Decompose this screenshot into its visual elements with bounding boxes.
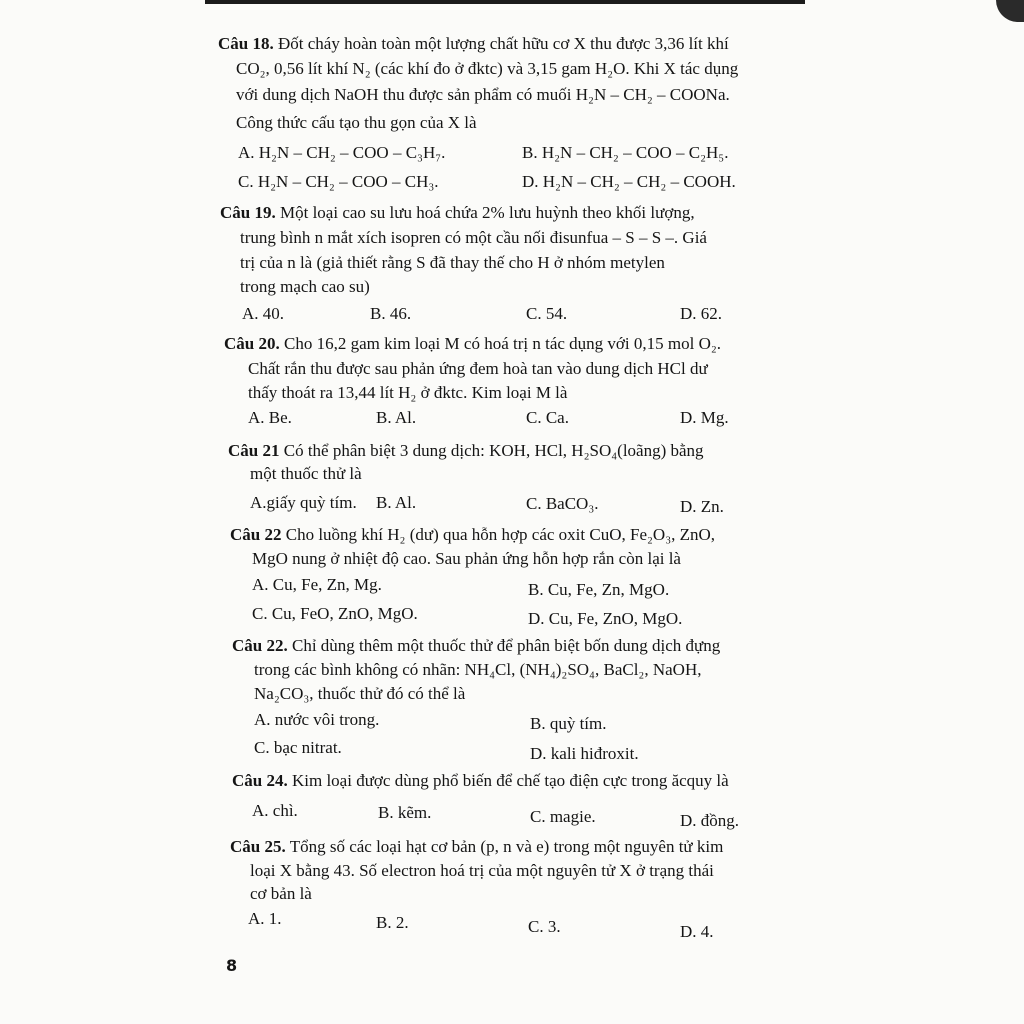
question-21-option-a: A.giấy quỳ tím. [250, 493, 357, 512]
question-25-line-3: cơ bản là [250, 884, 312, 903]
question-23-line-1: Câu 22. Chỉ dùng thêm một thuốc thử để phân biệt bốn dung dịch đựng [232, 636, 721, 655]
question-19-line-3: trị của n là (giả thiết rằng S đã thay thế cho H ở nhóm metylen [240, 253, 665, 272]
question-25-line-2: loại X bằng 43. Số electron hoá trị của một nguyên tử X ở trạng thái [250, 861, 714, 880]
question-18-line-2: CO₂, 0,56 lít khí N₂ (các khí đo ở đktc) và 3,15 gam H₂O. Khi X tác dụng [236, 59, 739, 78]
question-18-option-d: D. H₂N – CH₂ – CH₂ – COOH. [522, 172, 736, 191]
page-number: 8 [226, 956, 238, 975]
question-25-option-a: A. 1. [248, 909, 282, 928]
question-23-line-3: Na₂CO₃, thuốc thử đó có thể là [254, 684, 466, 703]
question-23-line-2: trong các bình không có nhãn: NH₄Cl, (NH₄)₂SO₄, BaCl₂, NaOH, [254, 660, 702, 679]
question-22-line-2: MgO nung ở nhiệt độ cao. Sau phản ứng hỗn hợp rắn còn lại là [252, 549, 681, 568]
question-24-line-1: Câu 24. Kim loại được dùng phổ biến để chế tạo điện cực trong ăcquy là [232, 771, 729, 790]
question-24-option-a: A. chì. [252, 801, 298, 820]
question-18-option-a: A. H₂N – CH₂ – COO – C₃H₇. [238, 143, 446, 162]
question-22-option-b: B. Cu, Fe, Zn, MgO. [528, 580, 670, 599]
question-19-line-4: trong mạch cao su) [240, 277, 370, 296]
question-20-option-b: B. Al. [376, 408, 417, 427]
question-18-line-4: Công thức cấu tạo thu gọn của X là [236, 113, 477, 132]
question-20-line-1: Câu 20. Cho 16,2 gam kim loại M có hoá trị n tác dụng với 0,15 mol O₂. [224, 334, 722, 353]
question-21-line-2: một thuốc thử là [250, 464, 362, 483]
question-20-option-a: A. Be. [248, 408, 292, 427]
question-18-option-b: B. H₂N – CH₂ – COO – C₂H₅. [522, 143, 729, 162]
question-24-option-d: D. đồng. [680, 811, 740, 830]
question-20-option-d: D. Mg. [680, 408, 729, 427]
question-21-option-c: C. BaCO₃. [526, 494, 599, 513]
question-25-option-b: B. 2. [376, 913, 409, 932]
question-19-line-1: Câu 19. Một loại cao su lưu hoá chứa 2% lưu huỳnh theo khối lượng, [220, 203, 695, 222]
question-24-option-c: C. magie. [530, 807, 596, 826]
question-24-option-b: B. kẽm. [378, 803, 432, 822]
question-18-line-3: với dung dịch NaOH thu được sản phẩm có muối H₂N – CH₂ – COONa. [236, 85, 730, 104]
question-22-option-c: C. Cu, FeO, ZnO, MgO. [252, 604, 418, 623]
question-25-option-d: D. 4. [680, 922, 714, 941]
question-19-option-b: B. 46. [370, 304, 412, 323]
question-21-option-b: B. Al. [376, 493, 417, 512]
question-23-option-b: B. quỳ tím. [530, 714, 607, 733]
question-25-option-c: C. 3. [528, 917, 561, 936]
question-20-option-c: C. Ca. [526, 408, 569, 427]
question-23-option-a: A. nước vôi trong. [254, 710, 380, 729]
question-23-option-c: C. bạc nitrat. [254, 738, 342, 757]
question-20-line-3: thấy thoát ra 13,44 lít H₂ ở đktc. Kim loại M là [248, 383, 568, 402]
question-19-option-a: A. 40. [242, 304, 285, 323]
page-top-edge [205, 0, 805, 4]
question-21-option-d: D. Zn. [680, 497, 724, 516]
question-22-line-1: Câu 22 Cho luồng khí H₂ (dư) qua hỗn hợp các oxit CuO, Fe₂O₃, ZnO, [230, 525, 716, 544]
question-21-line-1: Câu 21 Có thể phân biệt 3 dung dịch: KOH, HCl, H₂SO₄(loãng) bằng [228, 441, 704, 460]
question-19-line-2: trung bình n mắt xích isopren có một cầu nối đisunfua – S – S –. Giá [240, 228, 707, 247]
question-22-option-a: A. Cu, Fe, Zn, Mg. [252, 575, 382, 594]
question-18-line-1: Câu 18. Đốt cháy hoàn toàn một lượng chất hữu cơ X thu được 3,36 lít khí [218, 34, 729, 53]
page-corner-curl [996, 0, 1024, 22]
question-18-option-c: C. H₂N – CH₂ – COO – CH₃. [238, 172, 439, 191]
question-19-option-c: C. 54. [526, 304, 568, 323]
question-25-line-1: Câu 25. Tổng số các loại hạt cơ bản (p, n và e) trong một nguyên tử kim [230, 837, 724, 856]
question-22-option-d: D. Cu, Fe, ZnO, MgO. [528, 609, 683, 628]
question-19-option-d: D. 62. [680, 304, 723, 323]
question-20-line-2: Chất rắn thu được sau phản ứng đem hoà tan vào dung dịch HCl dư [248, 359, 708, 378]
question-23-option-d: D. kali hiđroxit. [530, 744, 639, 763]
